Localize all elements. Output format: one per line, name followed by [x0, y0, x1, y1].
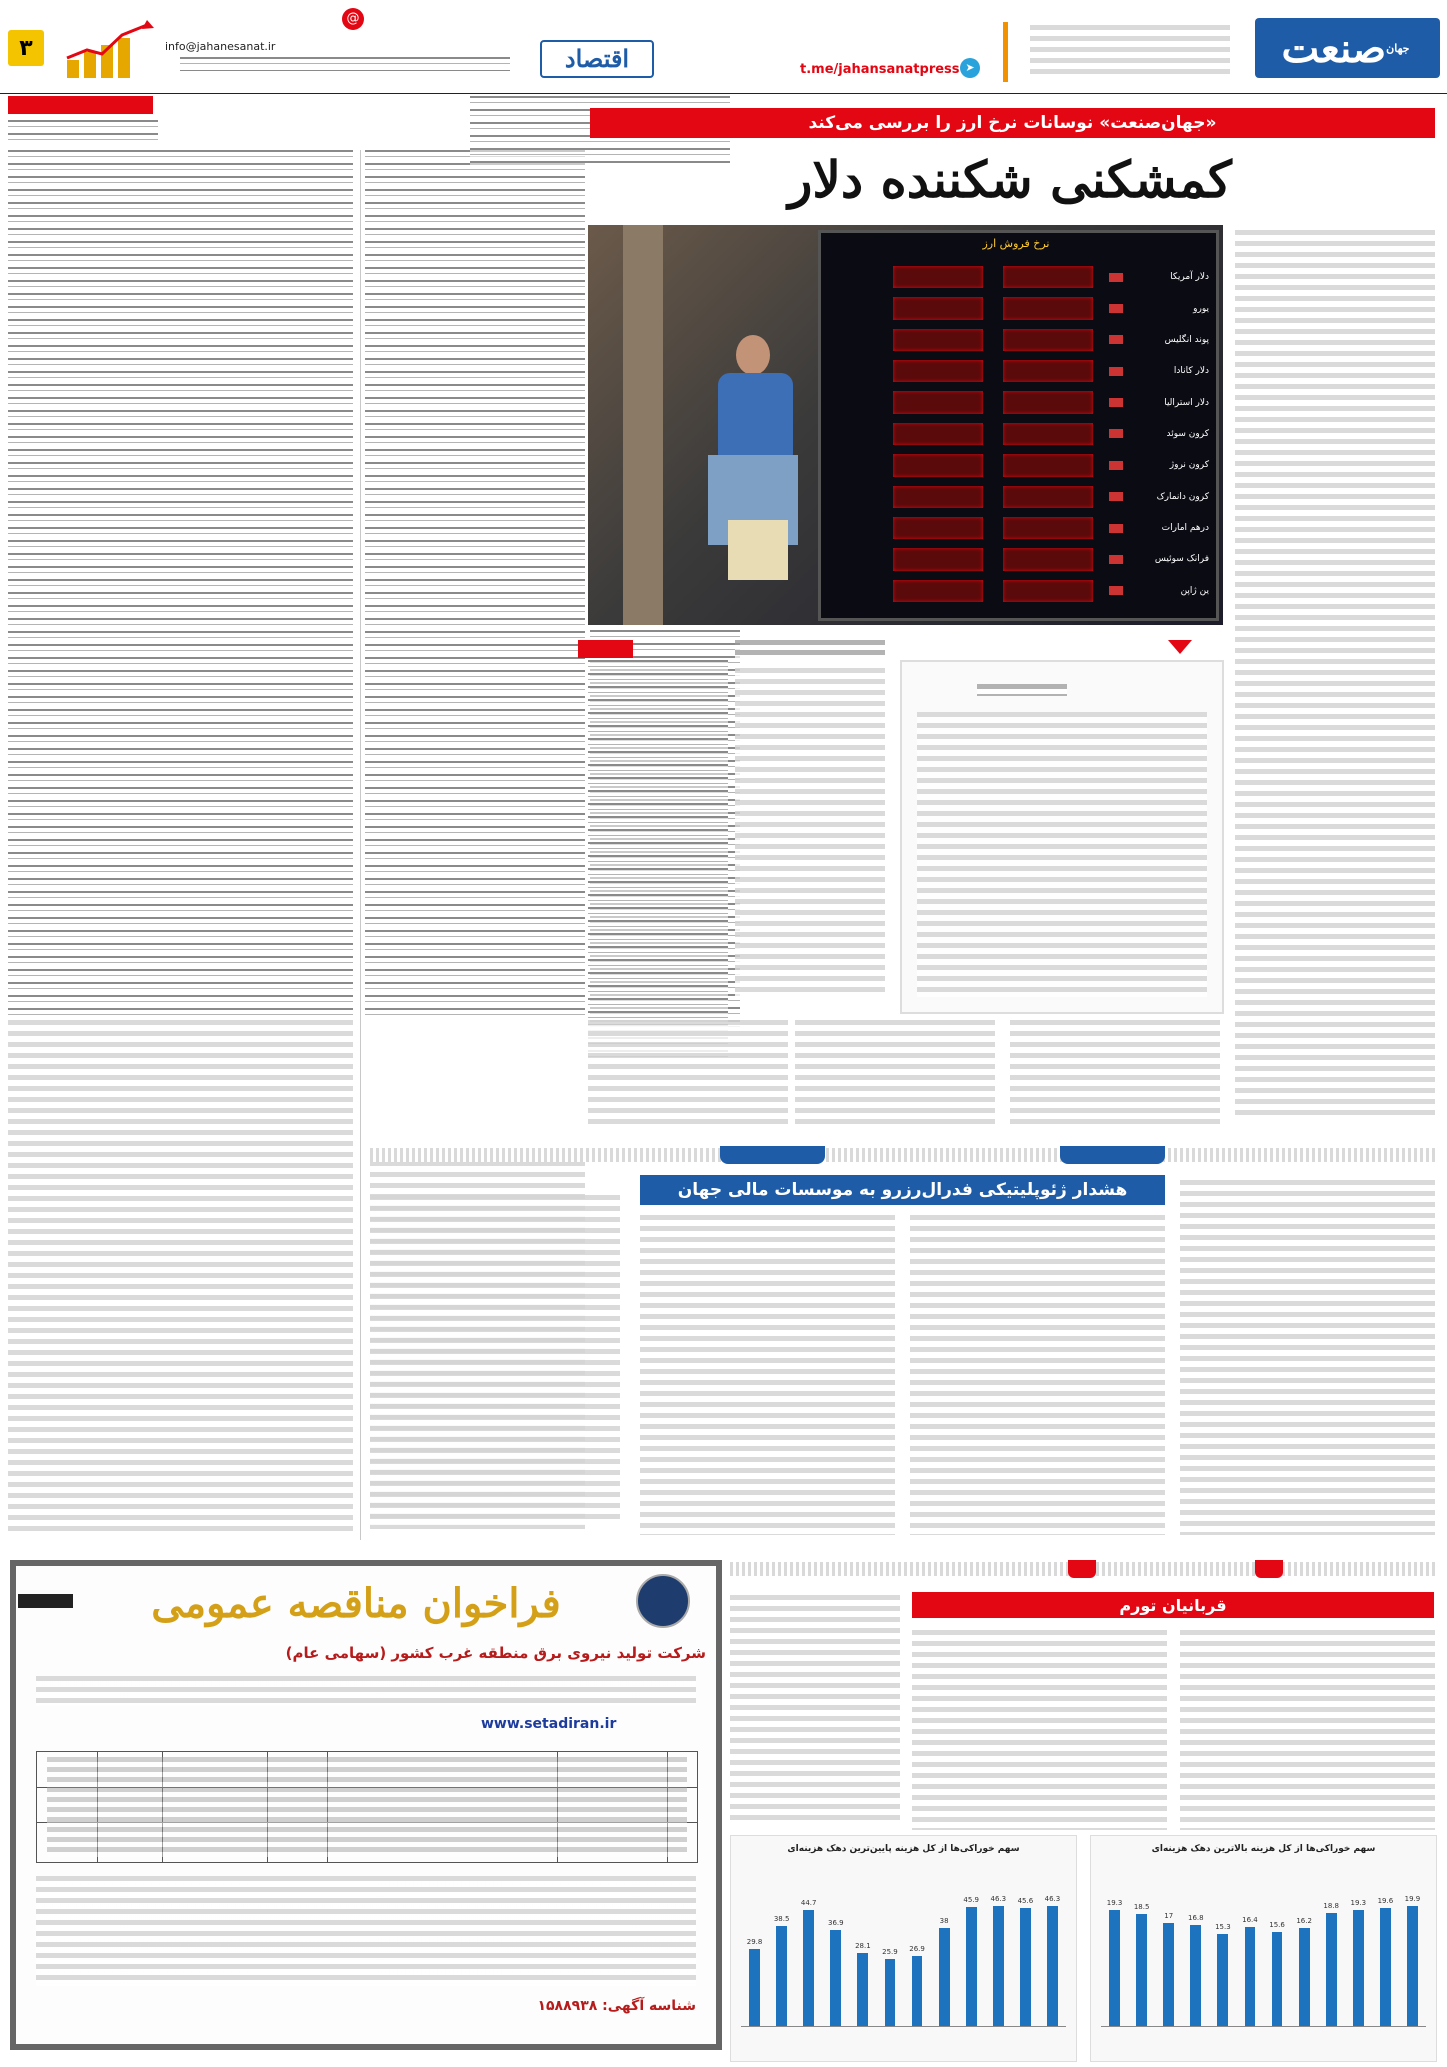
left-article-column-1-continued — [8, 1020, 353, 1535]
chart-bar — [1217, 1934, 1228, 2026]
chart-bar — [749, 1949, 760, 2026]
header-email: info@jahanesanat.ir — [165, 40, 276, 53]
flag-icon — [1109, 429, 1123, 438]
chart-bar — [1326, 1913, 1337, 2026]
flag-icon — [1109, 586, 1123, 595]
rate-display — [1003, 423, 1093, 445]
chart-bar — [885, 1959, 896, 2026]
ad-id — [496, 1998, 696, 2014]
third-column-3 — [1180, 1630, 1435, 1830]
chart-bar — [1299, 1928, 1310, 2026]
ad-title: فراخوان مناقصه عمومی — [151, 1580, 561, 1627]
chart-title: سهم خوراکی‌ها از کل هزینه پایین‌ترین دهک هزینه‌ای — [787, 1844, 1020, 1854]
left-article-column-1 — [8, 150, 353, 1020]
currency-name: دلار کانادا — [1173, 366, 1209, 377]
rate-display — [1003, 297, 1093, 319]
chart-data-label: 29.8 — [746, 1937, 763, 1946]
ad-table — [36, 1751, 698, 1863]
logo — [1255, 18, 1440, 78]
strip-blue-tab-left — [720, 1146, 825, 1164]
page-number-badge: ۳ — [8, 30, 44, 66]
rate-display — [893, 266, 983, 288]
chart-bar — [993, 1906, 1004, 2026]
logo-small-text: جهان — [1386, 41, 1410, 55]
chart-data-label: 25.9 — [882, 1947, 898, 1956]
lead-body-column-a — [588, 660, 728, 1060]
flag-icon — [1109, 492, 1123, 501]
chart-data-label: 36.9 — [827, 1919, 844, 1928]
lead-body-column-b — [735, 668, 885, 998]
currency-name: یورو — [1193, 303, 1209, 314]
chart-bar — [857, 1953, 868, 2026]
chart-bar — [912, 1956, 923, 2026]
sidebar-box-title — [977, 684, 1067, 696]
chart-bar — [1163, 1923, 1174, 2026]
chart-data-label: 19.3 — [1350, 1898, 1367, 1907]
chart-bar — [830, 1930, 841, 2026]
header-dateline — [180, 57, 510, 71]
chart-data-label: 26.9 — [909, 1945, 925, 1954]
header-orange-rule — [1003, 22, 1008, 82]
strip-blue-tab-right — [1060, 1146, 1165, 1164]
currency-name: دلار استرالیا — [1164, 397, 1209, 408]
chart-data-label: 16.4 — [1242, 1916, 1258, 1925]
exchange-board-rows — [829, 263, 1209, 608]
flag-icon — [1109, 304, 1123, 313]
chart-data-label: 46.3 — [990, 1895, 1007, 1903]
flag-icon — [1109, 524, 1123, 533]
rate-display — [893, 548, 983, 570]
chart-data-label: 38.5 — [773, 1915, 790, 1924]
third-column-2 — [912, 1630, 1167, 1830]
left-top-red-bar — [8, 96, 153, 114]
chart-bar — [1353, 1910, 1364, 2026]
chart-data-label: 19.9 — [1404, 1895, 1421, 1903]
storefront-pillar — [623, 225, 663, 625]
chart-data-label: 18.5 — [1133, 1903, 1150, 1912]
chart-data-label: 45.9 — [963, 1896, 979, 1905]
second-column-4 — [1180, 1180, 1435, 1535]
telegram-icon: ➤ — [960, 58, 980, 78]
sidebar-box-text — [917, 712, 1207, 997]
ad-id-label: شناسه آگهی: — [602, 1998, 696, 2014]
lead-bottom-row-3 — [1010, 1020, 1220, 1130]
rate-display — [1003, 391, 1093, 413]
rate-display — [893, 486, 983, 508]
rate-display — [1003, 360, 1093, 382]
tender-ad — [10, 1560, 722, 2050]
lead-right-column — [1235, 230, 1435, 1120]
exchange-board-row — [829, 577, 1209, 605]
rate-display — [1003, 266, 1093, 288]
person-shirt — [718, 373, 793, 458]
third-column-1 — [730, 1595, 900, 1825]
chart-data-label: 38 — [939, 1916, 949, 1925]
left-top-caption — [8, 120, 158, 142]
stool — [728, 520, 788, 580]
currency-name: پوند انگلیس — [1164, 334, 1209, 345]
chart-bar — [776, 1926, 787, 2026]
rate-display — [893, 297, 983, 319]
exchange-board — [818, 230, 1219, 621]
section-name: اقتصاد — [540, 40, 654, 78]
flag-icon — [1109, 398, 1123, 407]
rate-display — [1003, 517, 1093, 539]
chart-data-label: 17 — [1164, 1912, 1174, 1921]
chart-bar — [1109, 1910, 1120, 2026]
red-down-arrow-icon — [1168, 640, 1192, 654]
chart-bar — [1136, 1914, 1147, 2026]
chart-bar — [803, 1910, 814, 2026]
currency-name: درهم امارات — [1161, 523, 1209, 534]
chart-data-label: 16.2 — [1296, 1917, 1312, 1926]
rate-display — [1003, 329, 1093, 351]
currency-name: فرانک سوئیس — [1154, 554, 1209, 565]
telegram-link[interactable]: t.me/jahansanatpress — [800, 62, 960, 77]
lead-kicker: «جهان‌صنعت» نوسانات نرخ ارز را بررسی می‌کند — [590, 108, 1435, 138]
chart-data-label: 15.6 — [1269, 1920, 1285, 1929]
ad-table-cells — [47, 1757, 687, 1857]
rate-display — [893, 360, 983, 382]
growth-chart-icon — [62, 20, 172, 80]
ad-site[interactable]: www.setadiran.ir — [481, 1716, 617, 1732]
chart-data-label: 44.7 — [800, 1899, 817, 1908]
chart-highest-decile — [1090, 1835, 1437, 2062]
chart-data-label: 16.8 — [1187, 1913, 1204, 1922]
exchange-board-row — [829, 514, 1209, 542]
lead-bottom-row-2 — [795, 1020, 995, 1130]
chart-x-axis — [741, 2026, 1066, 2027]
gray-subhead-bar — [735, 640, 885, 660]
rate-display — [893, 517, 983, 539]
chart-bar — [1380, 1908, 1391, 2026]
lead-bottom-row-1 — [588, 1020, 788, 1130]
exchange-board-row — [829, 263, 1209, 291]
flag-icon — [1109, 555, 1123, 564]
email-icon: @ — [342, 8, 364, 30]
rate-display — [1003, 486, 1093, 508]
rate-display — [893, 454, 983, 476]
chart-data-label: 19.3 — [1106, 1898, 1123, 1907]
chart-bar — [1047, 1906, 1058, 2026]
rate-display — [893, 423, 983, 445]
second-headline: هشدار ژئوپلیتیکی فدرال‌رزرو به موسسات مالی جهان — [640, 1175, 1165, 1205]
currency-name: ین ژاپن — [1180, 585, 1209, 596]
lead-headline: کمشکنی شکننده دلار — [788, 150, 1232, 209]
flag-icon — [1109, 367, 1123, 376]
rate-display — [893, 580, 983, 602]
chart-lowest-decile — [730, 1835, 1077, 2062]
ad-body-text — [36, 1876, 696, 1986]
logo-text: صنعت — [1281, 24, 1387, 72]
ad-intro-text — [36, 1676, 696, 1706]
lead-sidebar-box — [900, 660, 1224, 1014]
exchange-board-row — [829, 388, 1209, 416]
chart-data-label: 15.3 — [1215, 1922, 1231, 1931]
flag-icon — [1109, 461, 1123, 470]
exchange-board-row — [829, 451, 1209, 479]
chart-bar — [966, 1907, 977, 2026]
currency-name: کرون دانمارک — [1156, 491, 1209, 502]
rate-display — [1003, 548, 1093, 570]
rate-display — [893, 329, 983, 351]
chart-bar — [1407, 1906, 1418, 2026]
chart-data-label: 46.3 — [1044, 1895, 1061, 1903]
chart-data-label: 19.6 — [1377, 1896, 1394, 1905]
chart-plot-area — [741, 1866, 1066, 2054]
exchange-board-row — [829, 483, 1209, 511]
strip-red-tab-left — [1068, 1560, 1096, 1578]
chart-bar — [1020, 1908, 1031, 2026]
page-header — [0, 0, 1447, 95]
rate-display — [1003, 454, 1093, 476]
rate-display — [1003, 580, 1093, 602]
exchange-board-row — [829, 420, 1209, 448]
chart-data-label: 45.6 — [1017, 1896, 1034, 1905]
third-headline: قربانیان تورم — [912, 1592, 1434, 1618]
exchange-board-row — [829, 357, 1209, 385]
header-divider — [0, 93, 1447, 94]
rate-display — [893, 391, 983, 413]
exchange-board-row — [829, 545, 1209, 573]
chart-plot-area — [1101, 1866, 1426, 2054]
second-story-strip — [370, 1148, 1435, 1162]
currency-name: کرون سوئد — [1166, 428, 1209, 439]
ad-black-tab — [18, 1594, 73, 1608]
small-red-label — [578, 640, 633, 658]
ad-id-value: ۱۵۸۸۹۳۸ — [537, 1998, 598, 2014]
second-column-3 — [910, 1215, 1165, 1535]
second-column-1 — [370, 1195, 620, 1525]
person-head — [736, 335, 770, 375]
chart-bar — [1245, 1927, 1256, 2026]
person-seated — [698, 335, 808, 595]
exchange-board-title: نرخ فروش ارز — [982, 237, 1050, 250]
ad-company: شرکت تولید نیروی برق منطقه غرب کشور (سهامی عام) — [285, 1644, 706, 1662]
flag-icon — [1109, 273, 1123, 282]
chart-x-axis — [1101, 2026, 1426, 2027]
ad-company-logo — [636, 1574, 690, 1628]
lead-photo — [588, 225, 1223, 625]
strip-red-tab-right — [1255, 1560, 1283, 1578]
second-column-2 — [640, 1215, 895, 1535]
exchange-board-row — [829, 294, 1209, 322]
chart-bar — [939, 1928, 950, 2026]
currency-name: دلار آمریکا — [1170, 272, 1209, 283]
chart-data-label: 18.8 — [1323, 1901, 1339, 1910]
left-column-rule — [360, 150, 361, 1540]
flag-icon — [1109, 335, 1123, 344]
chart-data-label: 28.1 — [855, 1942, 871, 1951]
currency-name: کرون نروژ — [1169, 460, 1209, 471]
header-blurred-info — [1030, 25, 1230, 80]
chart-title: سهم خوراکی‌ها از کل هزینه بالاترین دهک هزینه‌ای — [1151, 1844, 1376, 1854]
chart-bar — [1272, 1932, 1283, 2026]
chart-bar — [1190, 1925, 1201, 2026]
left-article-column-2 — [365, 150, 585, 1020]
exchange-board-row — [829, 326, 1209, 354]
